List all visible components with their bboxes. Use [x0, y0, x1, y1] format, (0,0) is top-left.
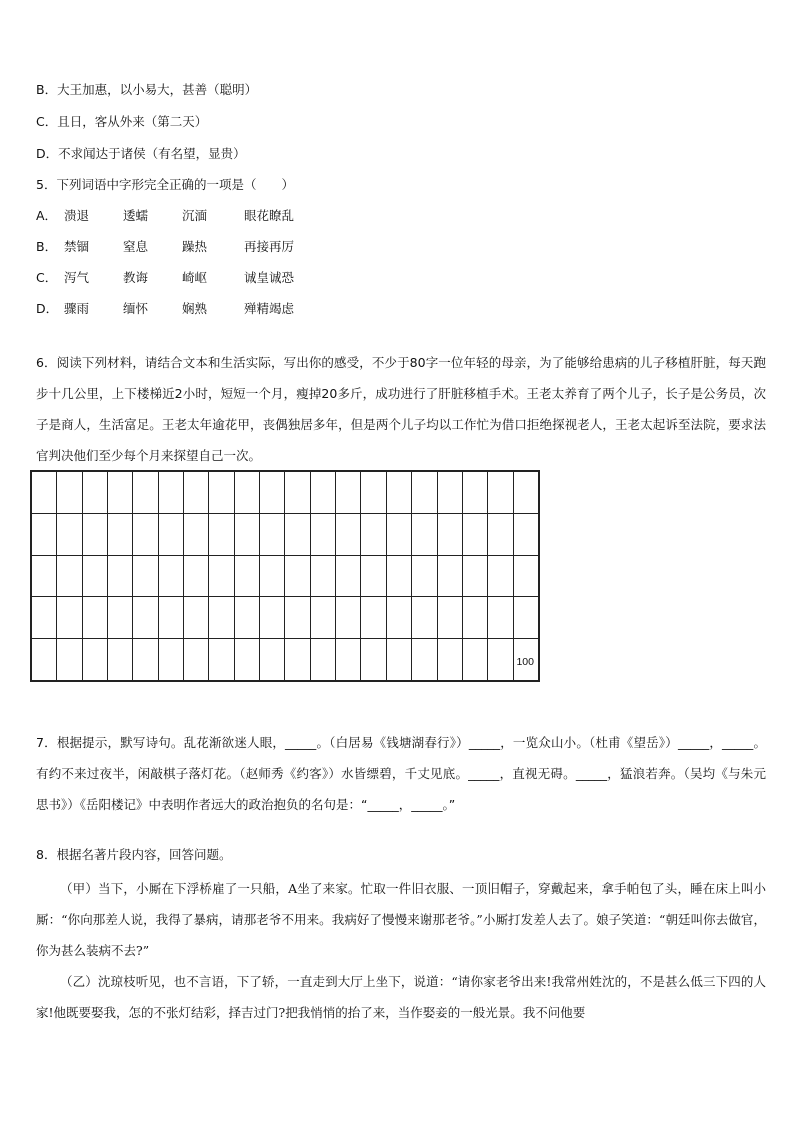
q5-word: 眼花瞭乱 [244, 208, 295, 223]
q5-word: 娴熟 [182, 301, 208, 316]
writing-grid-cell[interactable] [386, 513, 411, 555]
writing-grid-row [32, 555, 539, 597]
writing-grid-cell[interactable] [310, 513, 335, 555]
writing-grid-cell[interactable] [336, 513, 361, 555]
writing-grid-cell[interactable] [285, 597, 310, 639]
writing-grid-cell[interactable] [488, 472, 513, 514]
writing-grid-table [31, 471, 539, 681]
writing-grid-cell[interactable] [462, 597, 487, 639]
q4-option-d: D．不求闻达于诸侯（有名望，显贵） [36, 146, 246, 161]
writing-grid-cell[interactable] [57, 555, 82, 597]
q5-word: 崎岖 [182, 270, 208, 285]
writing-grid-cell[interactable] [260, 597, 285, 639]
writing-grid-cell[interactable] [285, 639, 310, 681]
q5-word: 躁热 [182, 239, 208, 254]
q5-word: 殚精竭虑 [244, 301, 295, 316]
q5-option-a [36, 206, 766, 226]
q5-word: 沉湎 [182, 208, 208, 223]
writing-grid-cell[interactable] [488, 513, 513, 555]
writing-grid-cell[interactable] [57, 472, 82, 514]
writing-grid-cell[interactable] [437, 472, 462, 514]
writing-grid-cell[interactable] [234, 513, 259, 555]
q5-option-label: D． [36, 301, 59, 316]
word-count-marker: 100 [516, 656, 534, 668]
writing-grid-cell[interactable] [184, 639, 209, 681]
writing-grid-cell[interactable] [184, 555, 209, 597]
writing-grid-row [32, 639, 539, 681]
writing-grid-cell[interactable] [209, 513, 234, 555]
writing-grid-cell[interactable] [462, 513, 487, 555]
writing-grid-cell[interactable] [310, 472, 335, 514]
writing-grid-cell[interactable] [57, 597, 82, 639]
writing-grid-cell[interactable] [234, 555, 259, 597]
writing-grid-cell[interactable] [234, 472, 259, 514]
writing-grid-cell[interactable] [310, 639, 335, 681]
writing-grid-cell[interactable] [133, 555, 158, 597]
writing-grid-cell[interactable] [108, 513, 133, 555]
q5-word: 禁锢 [64, 239, 90, 254]
writing-grid-cell[interactable] [108, 639, 133, 681]
writing-grid-cell[interactable] [32, 555, 57, 597]
writing-grid-cell[interactable] [513, 555, 538, 597]
writing-grid-cell[interactable] [133, 597, 158, 639]
writing-grid-cell[interactable] [234, 597, 259, 639]
writing-grid-cell[interactable] [209, 597, 234, 639]
writing-grid-cell[interactable] [260, 639, 285, 681]
writing-grid-cell[interactable] [184, 597, 209, 639]
writing-grid-cell[interactable] [82, 597, 107, 639]
writing-grid-cell[interactable] [513, 472, 538, 514]
q6-question: 6．阅读下列材料，请结合文本和生活实际，写出你的感受，不少于80字一位年轻的母亲，为了能够给患病的儿子移植肝脏，每天跑步十几公里，上下楼梯近2小时，短短一个月，瘦掉20多斤，成功进行了肝脏移植手术。王老太养育了两个儿子，长子是公务员，次子是商人，生活富足。王老太年逾花甲，丧偶独居多年，但是两个儿子均以工作忙为借口拒绝探视老人，王老太起诉至法院，要求法官判决他们至少每个月来探望自己一次。 [36, 355, 766, 463]
q5-word: 骤雨 [64, 301, 90, 316]
writing-grid-cell[interactable] [32, 472, 57, 514]
writing-grid-cell[interactable] [260, 555, 285, 597]
writing-grid-cell[interactable] [412, 513, 437, 555]
writing-grid-cell[interactable] [285, 555, 310, 597]
writing-grid-cell[interactable] [462, 472, 487, 514]
writing-grid-cell[interactable] [361, 472, 386, 514]
writing-grid-cell[interactable] [32, 513, 57, 555]
writing-grid-cell[interactable] [437, 597, 462, 639]
q4-option-c: C．且日，客从外来（第二天） [36, 114, 208, 129]
writing-grid-cell[interactable] [437, 555, 462, 597]
writing-grid-cell[interactable] [133, 639, 158, 681]
writing-grid-cell[interactable] [310, 555, 335, 597]
writing-grid-cell[interactable] [488, 639, 513, 681]
q8-stem: 8．根据名著片段内容，回答问题。 [36, 847, 232, 862]
writing-grid-cell[interactable] [412, 472, 437, 514]
writing-grid-cell[interactable] [133, 513, 158, 555]
writing-grid-cell[interactable] [513, 513, 538, 555]
writing-grid-cell[interactable] [336, 472, 361, 514]
writing-grid-cell[interactable] [488, 555, 513, 597]
writing-grid[interactable] [30, 470, 540, 682]
writing-grid-cell[interactable] [108, 555, 133, 597]
writing-grid-cell[interactable] [108, 472, 133, 514]
q5-option-b [36, 237, 766, 257]
writing-grid-cell[interactable] [260, 472, 285, 514]
writing-grid-cell[interactable] [158, 472, 183, 514]
writing-grid-cell[interactable] [209, 472, 234, 514]
writing-grid-cell[interactable] [285, 513, 310, 555]
writing-grid-cell[interactable] [158, 513, 183, 555]
writing-grid-cell[interactable] [285, 472, 310, 514]
writing-grid-cell[interactable] [336, 555, 361, 597]
writing-grid-cell[interactable] [361, 639, 386, 681]
writing-grid-cell[interactable] [437, 513, 462, 555]
writing-grid-cell[interactable] [488, 597, 513, 639]
writing-grid-cell[interactable] [133, 472, 158, 514]
q5-word: 诚皇诚恐 [244, 270, 295, 285]
writing-grid-cell[interactable] [412, 639, 437, 681]
writing-grid-cell[interactable] [108, 597, 133, 639]
writing-grid-cell[interactable] [234, 639, 259, 681]
q5-word: 教诲 [123, 270, 149, 285]
writing-grid-cell[interactable] [437, 639, 462, 681]
writing-grid-cell[interactable] [82, 639, 107, 681]
q5-word: 逶蠕 [123, 208, 149, 223]
writing-grid-row [32, 472, 539, 514]
q4-option-b: B．大王加惠，以小易大，甚善（聪明） [36, 82, 258, 97]
writing-grid-cell[interactable] [462, 639, 487, 681]
writing-grid-cell[interactable] [158, 555, 183, 597]
writing-grid-cell[interactable] [32, 597, 57, 639]
writing-grid-cell[interactable] [209, 555, 234, 597]
writing-grid-cell[interactable] [386, 555, 411, 597]
writing-grid-cell[interactable] [361, 555, 386, 597]
writing-grid-cell[interactable] [386, 639, 411, 681]
writing-grid-cell[interactable] [361, 513, 386, 555]
q5-option-d [36, 299, 766, 319]
writing-grid-row [32, 597, 539, 639]
writing-grid-cell[interactable] [513, 597, 538, 639]
writing-grid-cell[interactable] [412, 555, 437, 597]
q8-passage-yi: （乙）沈琼枝听见，也不言语，下了轿，一直走到大厅上坐下，说道：“请你家老爷出来!我常州姓沈的，不是甚么低三下四的人家!他既要娶我，怎的不张灯结彩，择吉过门?把我悄悄的抬了来，当作娶妾的一般光景。我不问他要 [36, 974, 766, 1020]
q7-question: 7．根据提示，默写诗句。乱花渐欲迷人眼，_____。（白居易《钱塘湖春行》）_____，一览众山小。（杜甫《望岳》）_____，_____。有约不来过夜半，闲敲棋子落灯花。（赵师秀《约客》）水皆缥碧，千丈见底。_____，直视无碍。_____，猛浪若奔。（吴均《与朱元思书》）《岳阳楼记》中表明作者远大的政治抱负的名句是：“_____，_____。” [36, 735, 766, 812]
writing-grid-cell[interactable] [336, 597, 361, 639]
q5-option-label: B． [36, 239, 58, 254]
writing-grid-cell[interactable] [361, 597, 386, 639]
writing-grid-cell[interactable] [158, 597, 183, 639]
q5-word: 溃退 [64, 208, 90, 223]
writing-grid-cell[interactable] [386, 597, 411, 639]
writing-grid-cell[interactable] [82, 513, 107, 555]
writing-grid-cell[interactable] [209, 639, 234, 681]
writing-grid-cell[interactable] [336, 639, 361, 681]
q8-passage-jia: （甲）当下，小厮在下浮桥雇了一只船，A坐了来家。忙取一件旧衣服、一顶旧帽子，穿戴起来，拿手帕包了头，睡在床上叫小厮：“你向那差人说，我得了暴病，请那老爷不用来。我病好了慢慢来谢那老爷。”小厮打发差人去了。娘子笑道：“朝廷叫你去做官，你为甚么装病不去?” [36, 881, 766, 958]
writing-grid-cell[interactable] [184, 472, 209, 514]
writing-grid-cell[interactable] [57, 639, 82, 681]
writing-grid-cell[interactable] [260, 513, 285, 555]
q5-stem: 5．下列词语中字形完全正确的一项是（ ） [36, 177, 294, 192]
writing-grid-cell[interactable] [57, 513, 82, 555]
q5-option-c [36, 268, 766, 288]
q5-option-label: A． [36, 208, 58, 223]
q5-word: 再接再厉 [244, 239, 295, 254]
q5-option-label: C． [36, 270, 58, 285]
q5-word: 缅怀 [123, 301, 149, 316]
writing-grid-cell[interactable] [32, 639, 57, 681]
writing-grid-cell[interactable] [310, 597, 335, 639]
writing-grid-cell[interactable] [513, 639, 538, 681]
writing-grid-cell[interactable] [82, 472, 107, 514]
q5-word: 泻气 [64, 270, 90, 285]
writing-grid-cell[interactable] [184, 513, 209, 555]
writing-grid-cell[interactable] [82, 555, 107, 597]
writing-grid-cell[interactable] [158, 639, 183, 681]
q5-word: 窒息 [123, 239, 149, 254]
writing-grid-cell[interactable] [462, 555, 487, 597]
writing-grid-cell[interactable] [412, 597, 437, 639]
writing-grid-cell[interactable] [386, 472, 411, 514]
writing-grid-row [32, 513, 539, 555]
